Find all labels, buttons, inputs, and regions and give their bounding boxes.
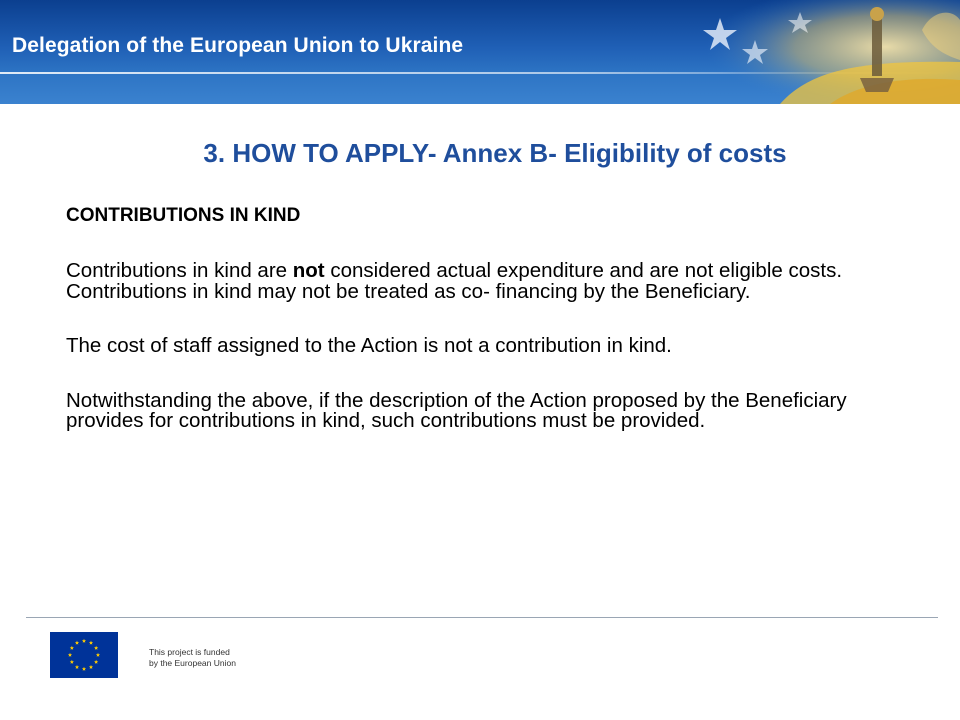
eu-stars-emblem-icon [660,0,960,104]
paragraph-2: The cost of staff assigned to the Action is not a contribution in kind. [66,334,672,357]
funding-notice [149,647,236,669]
paragraph-1-before: Contributions in kind are [66,259,293,282]
funding-notice-line-1: This project is funded [149,647,230,657]
footer-divider [26,617,938,618]
eu-flag-icon [50,632,118,678]
funding-notice-line-2: by the European Union [149,658,236,668]
header-title: Delegation of the European Union to Ukraine [12,34,464,57]
paragraph-1-emphasis: not [292,259,325,282]
header-banner [0,0,960,104]
slide-title: 3. HOW TO APPLY- Annex B- Eligibility of costs [203,138,787,168]
paragraph-1 [66,261,916,302]
paragraph-1-after: considered actual expenditure and are not eligible costs. Contributions in kind may not be treated as co- financing by the Beneficiary. [66,259,843,303]
section-heading: CONTRIBUTIONS IN KIND [66,205,301,226]
slide-content [66,205,916,466]
paragraph-3: Notwithstanding the above, if the description of the Action proposed by the Beneficiary provides for contributions in kind, such contributions must be provided. [66,388,847,432]
